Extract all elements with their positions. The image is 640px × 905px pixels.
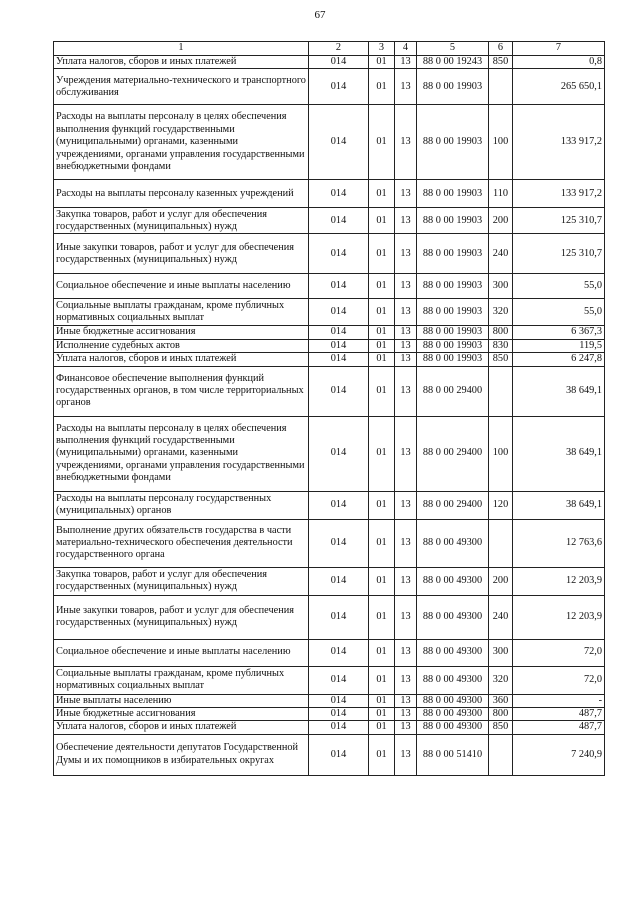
cell-subsection-code: 13 (395, 734, 417, 775)
cell-target-article: 88 0 00 19903 (417, 105, 489, 180)
cell-subsection-code: 13 (395, 491, 417, 519)
cell-expense-type: 320 (489, 666, 513, 694)
header-col-5: 5 (417, 42, 489, 56)
cell-ministry-code: 014 (309, 491, 369, 519)
cell-section-code: 01 (369, 567, 395, 595)
table-row (54, 666, 605, 694)
table-row (54, 595, 605, 639)
table-row (54, 734, 605, 775)
cell-section-code: 01 (369, 180, 395, 208)
table-row (54, 299, 605, 326)
cell-subsection-code: 13 (395, 234, 417, 274)
cell-amount: 72,0 (513, 639, 605, 666)
cell-section-code: 01 (369, 56, 395, 69)
table-row (54, 180, 605, 208)
cell-target-article: 88 0 00 49300 (417, 721, 489, 734)
cell-ministry-code: 014 (309, 734, 369, 775)
table-row (54, 208, 605, 234)
cell-section-code: 01 (369, 694, 395, 707)
cell-expense-type: 850 (489, 721, 513, 734)
cell-target-article: 88 0 00 49300 (417, 567, 489, 595)
cell-amount: 487,7 (513, 721, 605, 734)
header-col-4: 4 (395, 42, 417, 56)
cell-subsection-code: 13 (395, 721, 417, 734)
cell-expense-type: 320 (489, 299, 513, 326)
cell-target-article: 88 0 00 19903 (417, 326, 489, 339)
cell-section-code: 01 (369, 208, 395, 234)
cell-target-article: 88 0 00 19903 (417, 69, 489, 105)
cell-target-article: 88 0 00 49300 (417, 708, 489, 721)
cell-description: Расходы на выплаты персоналу в целях обеспечения выполнения функций государственными (муниципальными) органами, казенными учреждениями, органами управления государственными внебюджетными фондами (54, 416, 309, 491)
cell-expense-type: 830 (489, 339, 513, 352)
cell-description: Обеспечение деятельности депутатов Государственной Думы и их помощников в избирательных округах (54, 734, 309, 775)
cell-ministry-code: 014 (309, 69, 369, 105)
cell-amount: 38 649,1 (513, 491, 605, 519)
header-col-6: 6 (489, 42, 513, 56)
budget-table (53, 41, 605, 776)
cell-section-code: 01 (369, 491, 395, 519)
cell-amount: - (513, 694, 605, 707)
cell-ministry-code: 014 (309, 639, 369, 666)
cell-description: Иные бюджетные ассигнования (54, 326, 309, 339)
cell-target-article: 88 0 00 19903 (417, 274, 489, 299)
cell-description: Расходы на выплаты персоналу казенных учреждений (54, 180, 309, 208)
cell-ministry-code: 014 (309, 567, 369, 595)
cell-description: Иные бюджетные ассигнования (54, 708, 309, 721)
cell-expense-type (489, 69, 513, 105)
table-row (54, 69, 605, 105)
cell-amount: 6 247,8 (513, 353, 605, 366)
cell-description: Иные закупки товаров, работ и услуг для обеспечения государственных (муниципальных) нужд (54, 595, 309, 639)
table-row (54, 326, 605, 339)
cell-amount: 133 917,2 (513, 105, 605, 180)
cell-subsection-code: 13 (395, 299, 417, 326)
cell-section-code: 01 (369, 734, 395, 775)
cell-target-article: 88 0 00 29400 (417, 366, 489, 416)
cell-amount: 55,0 (513, 274, 605, 299)
cell-subsection-code: 13 (395, 105, 417, 180)
cell-section-code: 01 (369, 721, 395, 734)
cell-amount: 133 917,2 (513, 180, 605, 208)
cell-subsection-code: 13 (395, 274, 417, 299)
cell-expense-type: 300 (489, 639, 513, 666)
cell-subsection-code: 13 (395, 639, 417, 666)
cell-target-article: 88 0 00 29400 (417, 416, 489, 491)
cell-description: Расходы на выплаты персоналу в целях обеспечения выполнения функций государственными (муниципальными) органами, казенными учреждениями, органами управления государственными внебюджетными фондами (54, 105, 309, 180)
cell-section-code: 01 (369, 708, 395, 721)
cell-ministry-code: 014 (309, 721, 369, 734)
cell-expense-type (489, 519, 513, 567)
cell-target-article: 88 0 00 19903 (417, 299, 489, 326)
table-row (54, 567, 605, 595)
cell-section-code: 01 (369, 326, 395, 339)
cell-amount: 72,0 (513, 666, 605, 694)
cell-description: Социальные выплаты гражданам, кроме публичных нормативных социальных выплат (54, 666, 309, 694)
cell-amount: 12 763,6 (513, 519, 605, 567)
cell-amount: 125 310,7 (513, 208, 605, 234)
cell-description: Социальное обеспечение и иные выплаты населению (54, 274, 309, 299)
cell-ministry-code: 014 (309, 56, 369, 69)
cell-section-code: 01 (369, 666, 395, 694)
cell-expense-type (489, 734, 513, 775)
cell-target-article: 88 0 00 49300 (417, 519, 489, 567)
cell-description: Финансовое обеспечение выполнения функций государственных органов, в том числе территориальных органов (54, 366, 309, 416)
table-row (54, 56, 605, 69)
cell-subsection-code: 13 (395, 519, 417, 567)
cell-expense-type: 360 (489, 694, 513, 707)
cell-target-article: 88 0 00 19903 (417, 234, 489, 274)
cell-description: Исполнение судебных актов (54, 339, 309, 352)
table-row (54, 721, 605, 734)
cell-expense-type: 100 (489, 105, 513, 180)
cell-subsection-code: 13 (395, 708, 417, 721)
cell-subsection-code: 13 (395, 339, 417, 352)
cell-amount: 125 310,7 (513, 234, 605, 274)
table-row (54, 639, 605, 666)
cell-expense-type: 200 (489, 208, 513, 234)
cell-expense-type: 240 (489, 234, 513, 274)
cell-ministry-code: 014 (309, 208, 369, 234)
cell-amount: 265 650,1 (513, 69, 605, 105)
cell-ministry-code: 014 (309, 299, 369, 326)
cell-amount: 38 649,1 (513, 416, 605, 491)
cell-expense-type: 120 (489, 491, 513, 519)
header-col-3: 3 (369, 42, 395, 56)
cell-subsection-code: 13 (395, 366, 417, 416)
cell-description: Иные закупки товаров, работ и услуг для обеспечения государственных (муниципальных) нужд (54, 234, 309, 274)
cell-ministry-code: 014 (309, 366, 369, 416)
cell-target-article: 88 0 00 19903 (417, 339, 489, 352)
cell-ministry-code: 014 (309, 326, 369, 339)
cell-description: Учреждения материально-технического и транспортного обслуживания (54, 69, 309, 105)
cell-subsection-code: 13 (395, 666, 417, 694)
cell-amount: 38 649,1 (513, 366, 605, 416)
cell-target-article: 88 0 00 49300 (417, 639, 489, 666)
cell-description: Расходы на выплаты персоналу государственных (муниципальных) органов (54, 491, 309, 519)
cell-subsection-code: 13 (395, 353, 417, 366)
cell-ministry-code: 014 (309, 519, 369, 567)
table-row (54, 491, 605, 519)
table-row (54, 519, 605, 567)
cell-amount: 12 203,9 (513, 595, 605, 639)
table-body (54, 56, 605, 776)
cell-ministry-code: 014 (309, 339, 369, 352)
cell-target-article: 88 0 00 49300 (417, 595, 489, 639)
cell-description: Выполнение других обязательств государства в части материально-технического обеспечения деятельности государственного органа (54, 519, 309, 567)
cell-amount: 487,7 (513, 708, 605, 721)
table-row (54, 708, 605, 721)
cell-section-code: 01 (369, 519, 395, 567)
table-row (54, 416, 605, 491)
cell-section-code: 01 (369, 416, 395, 491)
cell-description: Уплата налогов, сборов и иных платежей (54, 56, 309, 69)
header-row (54, 42, 605, 56)
table-row (54, 234, 605, 274)
cell-section-code: 01 (369, 595, 395, 639)
cell-ministry-code: 014 (309, 274, 369, 299)
cell-ministry-code: 014 (309, 353, 369, 366)
cell-ministry-code: 014 (309, 180, 369, 208)
cell-description: Иные выплаты населению (54, 694, 309, 707)
cell-expense-type: 800 (489, 708, 513, 721)
header-col-2: 2 (309, 42, 369, 56)
cell-section-code: 01 (369, 274, 395, 299)
header-col-7: 7 (513, 42, 605, 56)
cell-target-article: 88 0 00 49300 (417, 694, 489, 707)
cell-target-article: 88 0 00 49300 (417, 666, 489, 694)
cell-section-code: 01 (369, 69, 395, 105)
cell-ministry-code: 014 (309, 234, 369, 274)
cell-ministry-code: 014 (309, 666, 369, 694)
cell-amount: 7 240,9 (513, 734, 605, 775)
cell-ministry-code: 014 (309, 105, 369, 180)
cell-expense-type: 200 (489, 567, 513, 595)
cell-description: Социальные выплаты гражданам, кроме публичных нормативных социальных выплат (54, 299, 309, 326)
cell-amount: 0,8 (513, 56, 605, 69)
header-col-1: 1 (54, 42, 309, 56)
table-row (54, 353, 605, 366)
cell-expense-type: 100 (489, 416, 513, 491)
table-row (54, 694, 605, 707)
table-row (54, 366, 605, 416)
cell-section-code: 01 (369, 353, 395, 366)
cell-section-code: 01 (369, 366, 395, 416)
table-row (54, 339, 605, 352)
cell-ministry-code: 014 (309, 595, 369, 639)
cell-section-code: 01 (369, 299, 395, 326)
table-row (54, 274, 605, 299)
cell-target-article: 88 0 00 19903 (417, 208, 489, 234)
cell-amount: 119,5 (513, 339, 605, 352)
cell-description: Закупка товаров, работ и услуг для обеспечения государственных (муниципальных) нужд (54, 567, 309, 595)
cell-subsection-code: 13 (395, 694, 417, 707)
cell-target-article: 88 0 00 51410 (417, 734, 489, 775)
cell-section-code: 01 (369, 234, 395, 274)
cell-subsection-code: 13 (395, 326, 417, 339)
cell-subsection-code: 13 (395, 567, 417, 595)
cell-subsection-code: 13 (395, 208, 417, 234)
cell-subsection-code: 13 (395, 56, 417, 69)
cell-subsection-code: 13 (395, 416, 417, 491)
cell-description: Социальное обеспечение и иные выплаты населению (54, 639, 309, 666)
cell-expense-type: 300 (489, 274, 513, 299)
cell-amount: 6 367,3 (513, 326, 605, 339)
cell-description: Уплата налогов, сборов и иных платежей (54, 721, 309, 734)
cell-expense-type: 850 (489, 353, 513, 366)
cell-subsection-code: 13 (395, 180, 417, 208)
cell-target-article: 88 0 00 19243 (417, 56, 489, 69)
cell-expense-type: 800 (489, 326, 513, 339)
cell-subsection-code: 13 (395, 69, 417, 105)
page-number: 67 (314, 9, 326, 21)
cell-description: Уплата налогов, сборов и иных платежей (54, 353, 309, 366)
cell-section-code: 01 (369, 639, 395, 666)
cell-description: Закупка товаров, работ и услуг для обеспечения государственных (муниципальных) нужд (54, 208, 309, 234)
cell-target-article: 88 0 00 29400 (417, 491, 489, 519)
cell-expense-type: 110 (489, 180, 513, 208)
cell-section-code: 01 (369, 339, 395, 352)
cell-ministry-code: 014 (309, 708, 369, 721)
cell-section-code: 01 (369, 105, 395, 180)
cell-expense-type (489, 366, 513, 416)
cell-ministry-code: 014 (309, 694, 369, 707)
table-row (54, 105, 605, 180)
cell-target-article: 88 0 00 19903 (417, 353, 489, 366)
cell-amount: 12 203,9 (513, 567, 605, 595)
cell-ministry-code: 014 (309, 416, 369, 491)
cell-subsection-code: 13 (395, 595, 417, 639)
cell-expense-type: 850 (489, 56, 513, 69)
cell-expense-type: 240 (489, 595, 513, 639)
cell-target-article: 88 0 00 19903 (417, 180, 489, 208)
cell-amount: 55,0 (513, 299, 605, 326)
